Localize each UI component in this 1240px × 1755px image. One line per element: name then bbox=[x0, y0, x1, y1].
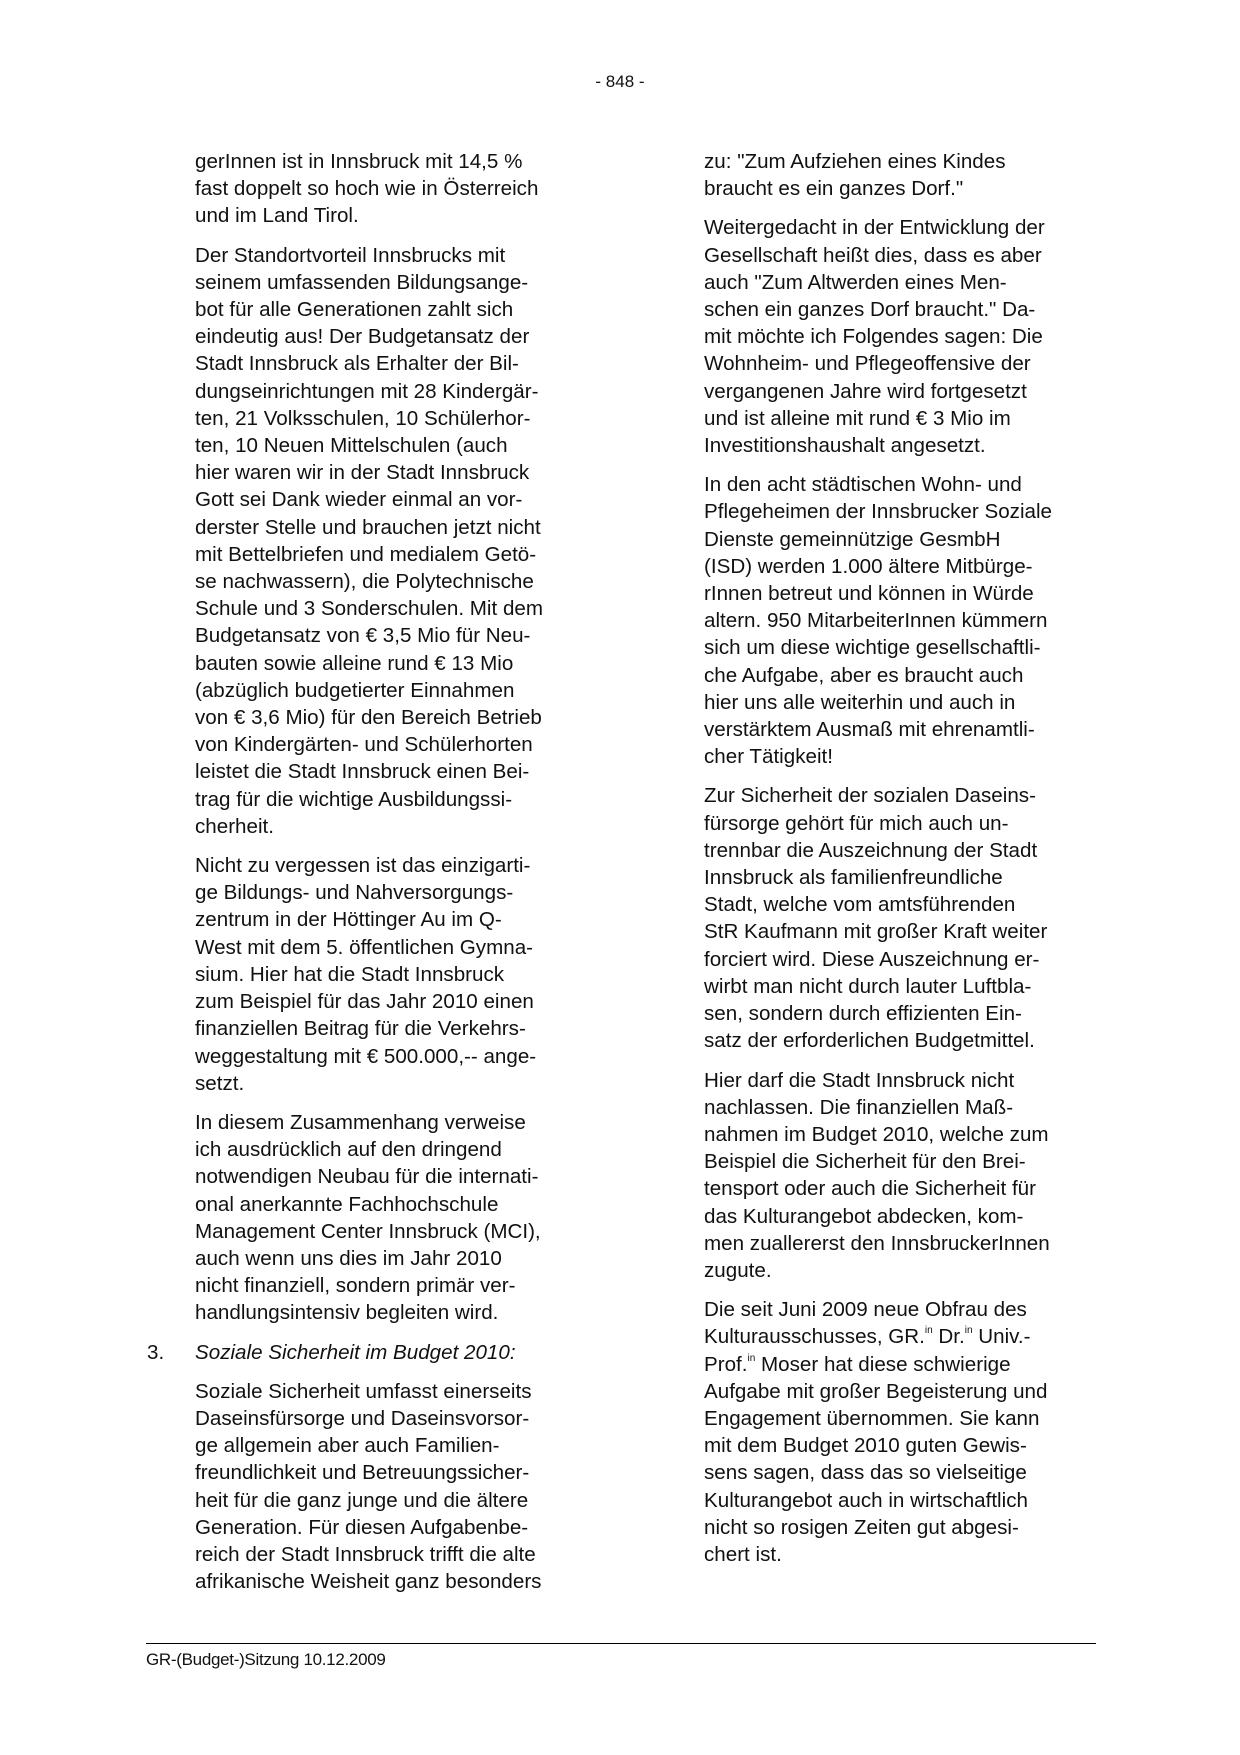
text-line: Kulturangebot auch in wirtschaftlich bbox=[704, 1488, 1028, 1512]
text-line: Gott sei Dank wieder einmal an vor- bbox=[195, 488, 523, 512]
text-line: Aufgabe mit großer Begeisterung und bbox=[704, 1379, 1048, 1403]
text-line: sens sagen, dass das so vielseitige bbox=[704, 1461, 1027, 1485]
text-line: Management Center Innsbruck (MCI), bbox=[195, 1219, 541, 1243]
text-line: weggestaltung mit € 500.000,-- ange- bbox=[195, 1044, 537, 1068]
text-line: cher Tätigkeit! bbox=[704, 745, 833, 769]
text-line: Stadt, welche vom amtsführenden bbox=[704, 893, 1016, 917]
text-line: setzt. bbox=[195, 1071, 245, 1095]
text-line: auch wenn uns dies im Jahr 2010 bbox=[195, 1246, 502, 1270]
text-line: fürsorge gehört für mich auch un- bbox=[704, 811, 1009, 835]
text-line: derster Stelle und brauchen jetzt nicht bbox=[195, 515, 541, 539]
text-line: Soziale Sicherheit umfasst einerseits bbox=[195, 1379, 532, 1403]
text-line bbox=[704, 1351, 1124, 1378]
text-line: Pflegeheimen der Innsbrucker Soziale bbox=[704, 500, 1053, 524]
text-line: eindeutig aus! Der Budgetansatz der bbox=[195, 325, 530, 349]
text-line: zu: "Zum Aufziehen eines Kindes bbox=[704, 150, 1006, 173]
text-line: Zur Sicherheit der sozialen Daseins- bbox=[704, 784, 1036, 808]
text-line: Schule und 3 Sonderschulen. Mit dem bbox=[195, 597, 544, 621]
text-line: zum Beispiel für das Jahr 2010 einen bbox=[195, 990, 534, 1014]
text-line: forciert wird. Diese Auszeichnung er- bbox=[704, 947, 1040, 971]
text-line: Daseinsfürsorge und Daseinsvorsor- bbox=[195, 1406, 530, 1430]
paragraph bbox=[704, 1067, 1124, 1285]
text-line: StR Kaufmann mit großer Kraft weiter bbox=[704, 920, 1048, 944]
text-line: reich der Stadt Innsbruck trifft die alte bbox=[195, 1542, 536, 1566]
text-line: Dienste gemeinnützige GesmbH bbox=[704, 527, 1001, 551]
text-line: Weitergedacht in der Entwicklung der bbox=[704, 216, 1045, 240]
section-title: Soziale Sicherheit im Budget 2010: bbox=[195, 1340, 516, 1364]
text-line: Investitionshaushalt angesetzt. bbox=[704, 434, 986, 458]
section-number: 3. bbox=[147, 1340, 165, 1364]
text-line: ge Bildungs- und Nahversorgungs- bbox=[195, 881, 514, 905]
text-line: und ist alleine mit rund € 3 Mio im bbox=[704, 406, 1011, 430]
text-line: trag für die wichtige Ausbildungssi- bbox=[195, 787, 513, 811]
text-line: hier waren wir in der Stadt Innsbruck bbox=[195, 461, 530, 485]
text-line: mit Bettelbriefen und medialem Getö- bbox=[195, 542, 537, 566]
text-line: (abzüglich budgetierter Einnahmen bbox=[195, 678, 515, 702]
text-line bbox=[704, 1323, 1124, 1350]
text-line: Wohnheim- und Pflegeoffensive der bbox=[704, 352, 1031, 376]
text-line: schen ein ganzes Dorf braucht." Da- bbox=[704, 298, 1036, 322]
superscript: in bbox=[964, 1325, 973, 1337]
footer-divider bbox=[146, 1643, 1096, 1644]
text-line: trennbar die Auszeichnung der Stadt bbox=[704, 838, 1038, 862]
text-line: Stadt Innsbruck als Erhalter der Bil- bbox=[195, 352, 519, 376]
text-line: mit dem Budget 2010 guten Gewis- bbox=[704, 1434, 1027, 1458]
text-line: altern. 950 MitarbeiterInnen kümmern bbox=[704, 609, 1048, 633]
text-line: onal anerkannte Fachhochschule bbox=[195, 1192, 499, 1216]
text-line: Die seit Juni 2009 neue Obfrau des bbox=[704, 1298, 1027, 1322]
text-line: afrikanische Weisheit ganz besonders bbox=[195, 1570, 542, 1594]
text-line: Engagement übernommen. Sie kann bbox=[704, 1406, 1040, 1430]
text-fragment: Moser hat diese schwierige bbox=[755, 1352, 1011, 1376]
paragraph bbox=[704, 471, 1124, 770]
text-line: finanziellen Beitrag für die Verkehrs- bbox=[195, 1017, 526, 1041]
text-line: cherheit. bbox=[195, 814, 274, 838]
text-line: fast doppelt so hoch wie in Österreich bbox=[195, 177, 539, 201]
text-line: bauten sowie alleine rund € 13 Mio bbox=[195, 651, 514, 675]
text-line: leistet die Stadt Innsbruck einen Bei- bbox=[195, 760, 530, 784]
text-line: In den acht städtischen Wohn- und bbox=[704, 473, 1022, 497]
text-line: dungseinrichtungen mit 28 Kindergär- bbox=[195, 379, 539, 403]
text-line: von Kindergärten- und Schülerhorten bbox=[195, 733, 533, 757]
left-column bbox=[147, 148, 605, 1607]
text-line: sium. Hier hat die Stadt Innsbruck bbox=[195, 962, 505, 986]
text-line: nahmen im Budget 2010, welche zum bbox=[704, 1122, 1049, 1146]
text-line: ten, 10 Neuen Mittelschulen (auch bbox=[195, 434, 508, 458]
text-line: nicht so rosigen Zeiten gut abgesi- bbox=[704, 1515, 1019, 1539]
paragraph bbox=[195, 1378, 605, 1596]
text-line: nicht finanziell, sondern primär ver- bbox=[195, 1274, 516, 1298]
text-line: auch "Zum Altwerden eines Men- bbox=[704, 270, 1007, 294]
text-line: (ISD) werden 1.000 ältere Mitbürge- bbox=[704, 554, 1033, 578]
text-line: handlungsintensiv begleiten wird. bbox=[195, 1301, 499, 1325]
text-line: sich um diese wichtige gesellschaftli- bbox=[704, 636, 1041, 660]
paragraph bbox=[704, 214, 1124, 459]
text-line: braucht es ein ganzes Dorf." bbox=[704, 177, 964, 201]
text-line: Innsbruck als familienfreundliche bbox=[704, 866, 1003, 890]
paragraph bbox=[704, 148, 1124, 202]
text-line: ge allgemein aber auch Familien- bbox=[195, 1434, 500, 1458]
text-line: Nicht zu vergessen ist das einzigarti- bbox=[195, 854, 531, 878]
text-line: chert ist. bbox=[704, 1542, 782, 1566]
text-line: das Kulturangebot abdecken, kom- bbox=[704, 1204, 1024, 1228]
paragraph bbox=[195, 148, 605, 230]
text-line: rInnen betreut und können in Würde bbox=[704, 582, 1034, 606]
text-line: freundlichkeit und Betreuungssicher- bbox=[195, 1461, 530, 1485]
text-line: nachlassen. Die finanziellen Maß- bbox=[704, 1095, 1014, 1119]
text-line: mit möchte ich Folgendes sagen: Die bbox=[704, 325, 1043, 349]
text-line: von € 3,6 Mio) für den Bereich Betrieb bbox=[195, 706, 542, 730]
text-line: vergangenen Jahre wird fortgesetzt bbox=[704, 379, 1027, 403]
text-line: gerInnen ist in Innsbruck mit 14,5 % bbox=[195, 150, 523, 173]
paragraph bbox=[704, 782, 1124, 1054]
right-column bbox=[704, 148, 1124, 1580]
superscript: in bbox=[924, 1325, 933, 1337]
text-line: bot für alle Generationen zahlt sich bbox=[195, 298, 514, 322]
text-line: Generation. Für diesen Aufgabenbe- bbox=[195, 1515, 529, 1539]
text-line: heit für die ganz junge und die ältere bbox=[195, 1488, 529, 1512]
paragraph bbox=[195, 1109, 605, 1327]
text-fragment: Kulturausschusses, GR. bbox=[704, 1325, 925, 1349]
text-line: notwendigen Neubau für die internati- bbox=[195, 1165, 539, 1189]
footer-text: GR-(Budget-)Sitzung 10.12.2009 bbox=[146, 1650, 386, 1669]
text-line: men zuallererst den InnsbruckerInnen bbox=[704, 1231, 1050, 1255]
paragraph bbox=[195, 242, 605, 840]
text-line: Hier darf die Stadt Innsbruck nicht bbox=[704, 1068, 1015, 1092]
text-fragment: Prof. bbox=[704, 1352, 748, 1376]
text-line: ich ausdrücklich auf den dringend bbox=[195, 1138, 502, 1162]
paragraph-culture bbox=[704, 1296, 1124, 1568]
section-heading bbox=[147, 1339, 605, 1366]
text-line: wirbt man nicht durch lauter Luftbla- bbox=[704, 974, 1032, 998]
text-line: sen, sondern durch effizienten Ein- bbox=[704, 1002, 1022, 1026]
text-line: seinem umfassenden Bildungsange- bbox=[195, 270, 529, 294]
page-number: - 848 - bbox=[595, 72, 645, 91]
text-line: Budgetansatz von € 3,5 Mio für Neu- bbox=[195, 624, 531, 648]
paragraph bbox=[195, 852, 605, 1097]
text-line: und im Land Tirol. bbox=[195, 204, 359, 228]
text-fragment: Univ.- bbox=[972, 1325, 1031, 1349]
text-line: tensport oder auch die Sicherheit für bbox=[704, 1177, 1036, 1201]
superscript: in bbox=[747, 1352, 756, 1364]
text-line: hier uns alle weiterhin und auch in bbox=[704, 690, 1016, 714]
text-line: ten, 21 Volksschulen, 10 Schülerhor- bbox=[195, 406, 531, 430]
text-line: Der Standortvorteil Innsbrucks mit bbox=[195, 243, 506, 267]
text-line: satz der erforderlichen Budgetmittel. bbox=[704, 1029, 1035, 1053]
text-fragment: Dr. bbox=[932, 1325, 965, 1349]
text-line: zentrum in der Höttinger Au im Q- bbox=[195, 908, 502, 932]
text-line: che Aufgabe, aber es braucht auch bbox=[704, 663, 1024, 687]
text-line: zugute. bbox=[704, 1258, 772, 1282]
text-line: In diesem Zusammenhang verweise bbox=[195, 1110, 526, 1134]
text-line: Beispiel die Sicherheit für den Brei- bbox=[704, 1150, 1026, 1174]
text-line: Gesellschaft heißt dies, dass es aber bbox=[704, 243, 1042, 267]
text-line: verstärktem Ausmaß mit ehrenamtli- bbox=[704, 718, 1035, 742]
text-line: se nachwassern), die Polytechnische bbox=[195, 570, 534, 594]
text-line: West mit dem 5. öffentlichen Gymna- bbox=[195, 935, 534, 959]
